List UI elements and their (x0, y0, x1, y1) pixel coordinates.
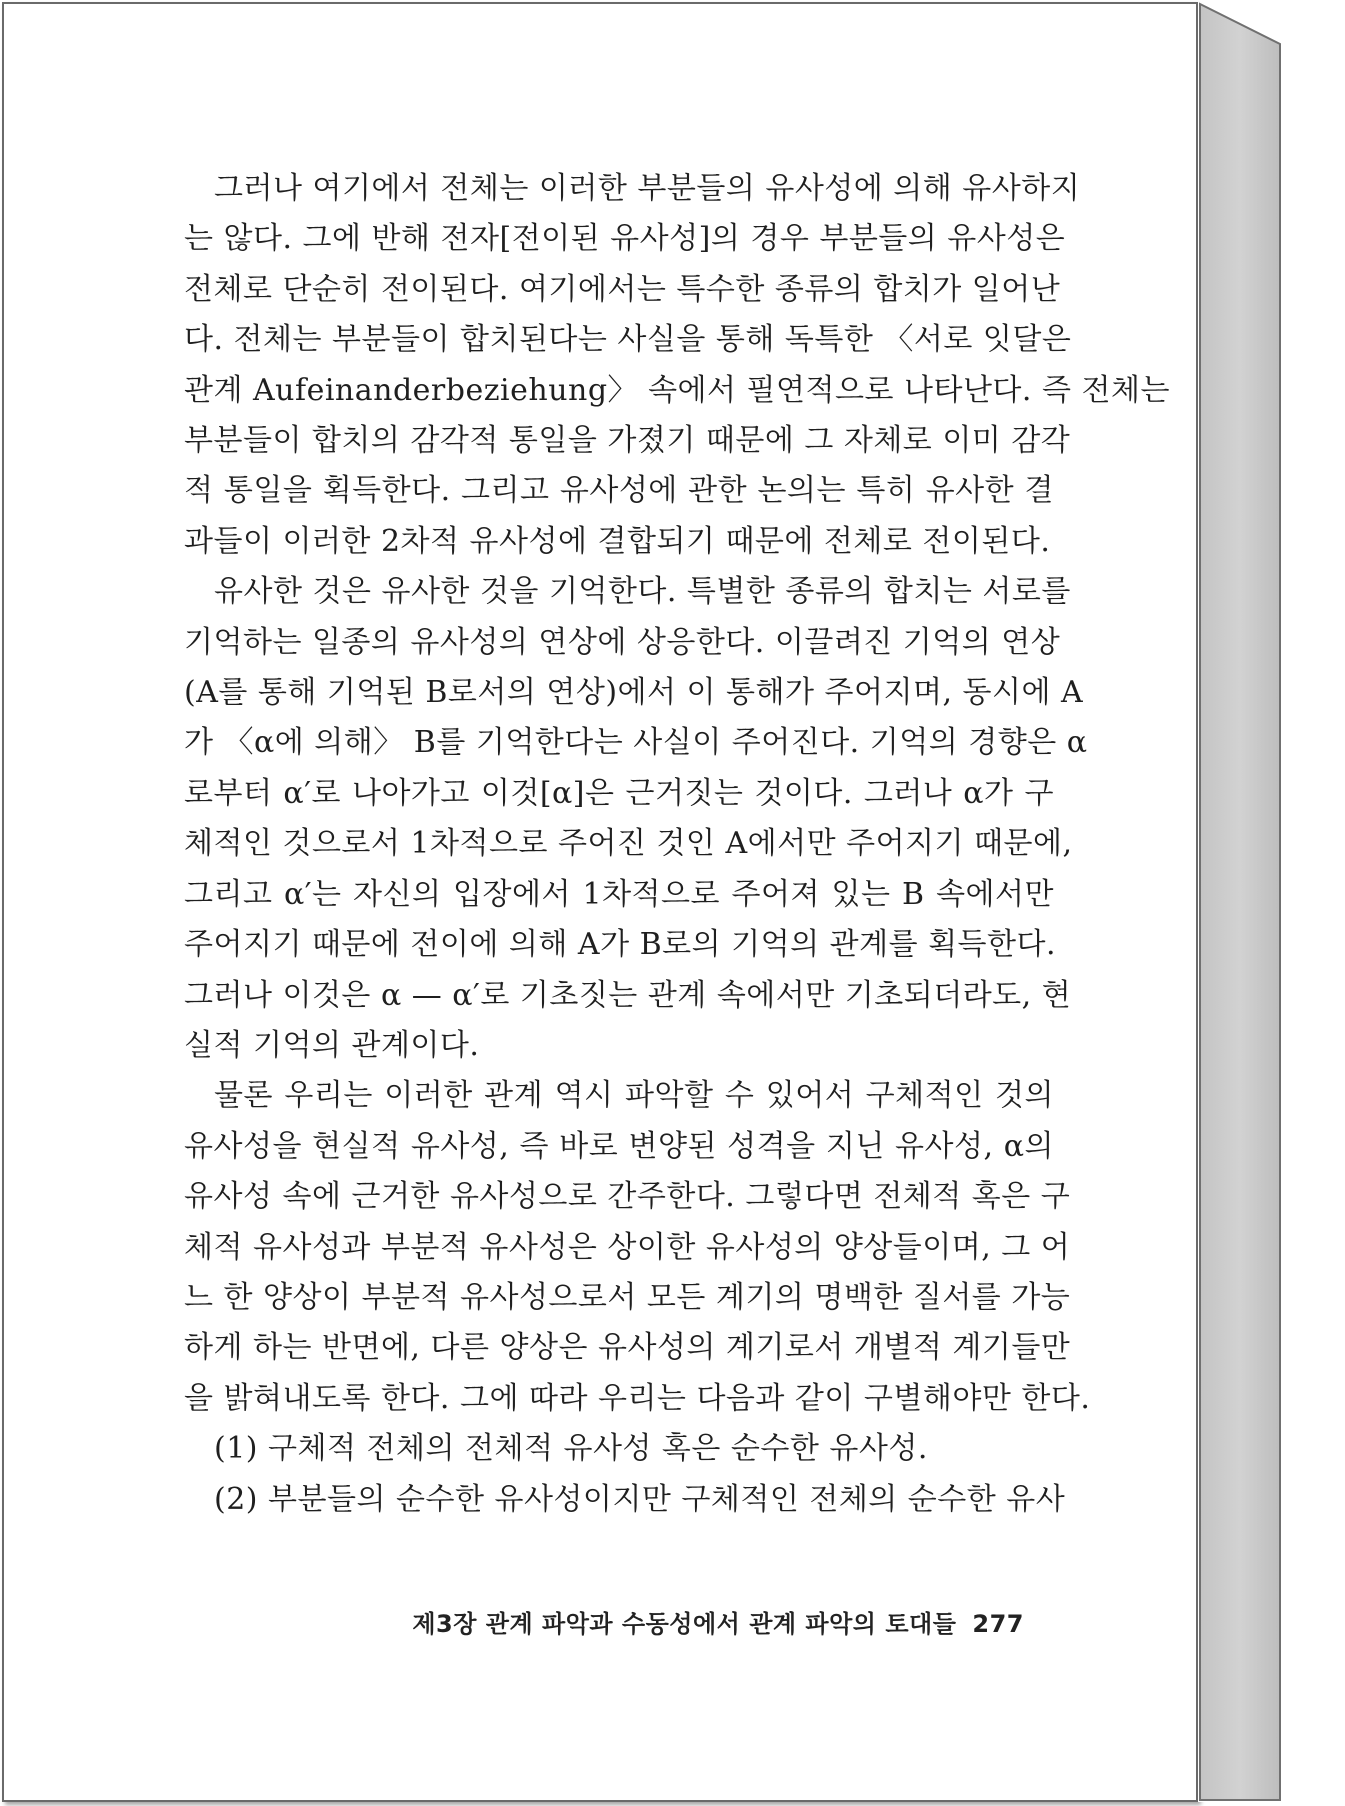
text-line: 적 통일을 획득한다. 그리고 유사성에 관한 논의는 특히 유사한 결 (184, 473, 1054, 509)
text-line: (A를 통해 기억된 B로서의 연상)에서 이 통해가 주어지며, 동시에 A (184, 675, 1084, 711)
paragraph (184, 1071, 1091, 1424)
text-line: 유사성 속에 근거한 유사성으로 간주한다. 그렇다면 전체적 혹은 구 (184, 1179, 1071, 1215)
body-text (184, 164, 1170, 1525)
text-line: 그리고 α′는 자신의 입장에서 1차적으로 주어져 있는 B 속에서만 (184, 876, 1054, 912)
text-line: 기억하는 일종의 유사성의 연상에 상응한다. 이끌려진 기억의 연상 (184, 624, 1061, 660)
list-item (184, 1424, 1054, 1474)
text-line: 부분들이 합치의 감각적 통일을 가졌기 때문에 그 자체로 이미 감각 (184, 423, 1071, 459)
text-line: 물론 우리는 이러한 관계 역시 파악할 수 있어서 구체적인 것의 (214, 1078, 1054, 1114)
text-line: 그러나 이것은 α — α′로 기초짓는 관계 속에서만 기초되더라도, 현 (184, 977, 1072, 1013)
page-number: 277 (972, 1610, 1024, 1638)
text-line: 체적 유사성과 부분적 유사성은 상이한 유사성의 양상들이며, 그 어 (184, 1229, 1071, 1265)
text-line: (2) 부분들의 순수한 유사성이지만 구체적인 전체의 순수한 유사 (214, 1481, 1066, 1517)
chapter-title: 제3장 관계 파악과 수동성에서 관계 파악의 토대들 (412, 1610, 957, 1638)
book-page (2, 2, 1198, 1802)
text-line: 체적인 것으로서 1차적으로 주어진 것인 A에서만 주어지기 때문에, (184, 826, 1073, 862)
paragraph (184, 567, 1088, 1071)
running-footer (184, 1604, 1024, 1639)
page-edge-graphic (1198, 2, 1344, 1802)
paragraph (184, 164, 1170, 567)
text-line: 는 않다. 그에 반해 전자[전이된 유사성]의 경우 부분들의 유사성은 (184, 221, 1066, 257)
book-page-edge (1198, 2, 1344, 1802)
text-line: 유사한 것은 유사한 것을 기억한다. 특별한 종류의 합치는 서로를 (214, 574, 1071, 610)
text-line: 하게 하는 반면에, 다른 양상은 유사성의 계기로서 개별적 계기들만 (184, 1330, 1071, 1366)
text-line: 유사성을 현실적 유사성, 즉 바로 변양된 성격을 지닌 유사성, α의 (184, 1128, 1054, 1164)
text-line: (1) 구체적 전체의 전체적 유사성 혹은 순수한 유사성. (214, 1431, 928, 1467)
text-line: 실적 기억의 관계이다. (184, 1027, 480, 1063)
text-line: 주어지기 때문에 전이에 의해 A가 B로의 기억의 관계를 획득한다. (184, 927, 1057, 963)
text-line: 전체로 단순히 전이된다. 여기에서는 특수한 종류의 합치가 일어난 (184, 271, 1061, 307)
text-line: 과들이 이러한 2차적 유사성에 결합되기 때문에 전체로 전이된다. (184, 523, 1051, 559)
text-line: 느 한 양상이 부분적 유사성으로서 모든 계기의 명백한 질서를 가능 (184, 1279, 1071, 1315)
list-item (184, 1475, 1066, 1525)
text-line: 그러나 여기에서 전체는 이러한 부분들의 유사성에 의해 유사하지 (214, 171, 1081, 206)
text-line: 다. 전체는 부분들이 합치된다는 사실을 통해 독특한 〈서로 잇달은 (184, 322, 1072, 358)
text-line: 을 밝혀내도록 한다. 그에 따라 우리는 다음과 같이 구별해야만 한다. (184, 1380, 1091, 1416)
text-line: 관계 Aufeinanderbeziehung〉 속에서 필연적으로 나타난다. 즉 전체는 (184, 372, 1170, 408)
text-line: 로부터 α′로 나아가고 이것[α]은 근거짓는 것이다. 그러나 α가 구 (184, 775, 1054, 811)
text-line: 가 〈α에 의해〉 B를 기억한다는 사실이 주어진다. 기억의 경향은 α (184, 725, 1088, 761)
